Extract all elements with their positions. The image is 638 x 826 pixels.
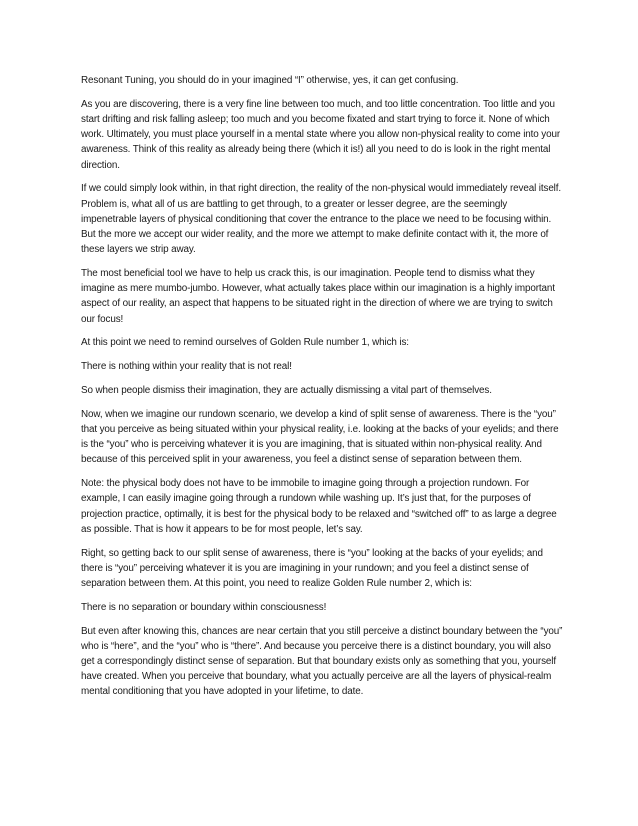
paragraph: As you are discovering, there is a very fine line between too much, and too little concentration. Too little and you start drifting and risk falling asleep; too much and you become fixated and start trying to force it. None of which work. Ultimately, you must place yourself in a mental state where you allow non-physical reality to come into your awareness. Think of this reality as already being there (which it is!) all you need to do is look in the right mental direction. [81,98,561,171]
paragraph: If we could simply look within, in that right direction, the reality of the non-physical would immediately reveal itself. Problem is, what all of us are battling to get through, to a greater or lesser degree, are the seemingly impenetrable layers of physical conditioning that cover the entrance to the place we need to be focusing within. But the more we accept our wider reality, and the more we attempt to make definite contact with it, the more of these layers we strip away. [81,183,562,256]
paragraph: Right, so getting back to our split sense of awareness, there is “you” looking at the backs of your eyelids; and there is “you” perceiving whatever it is you are imagining in your rundown; and you feel a distinct sense of separation between them. At this point, you need to realize Golden Rule number 2, which is: [81,547,543,590]
golden-rule-1: There is nothing within your reality that is not real! [81,361,292,373]
paragraph: So when people dismiss their imagination, they are actually dismissing a vital part of themselves. [81,385,492,397]
paragraph: Resonant Tuning, you should do in your imagined “I” otherwise, yes, it can get confusing. [81,75,459,86]
golden-rule-2: There is no separation or boundary within consciousness! [81,601,327,613]
document-body [81,73,563,700]
paragraph: At this point we need to remind ourselves of Golden Rule number 1, which is: [81,337,409,349]
paragraph: Now, when we imagine our rundown scenario, we develop a kind of split sense of awareness. There is the “you” that you perceive as being situated within your physical reality, i.e. looking at the backs of your eyelids; and there is the “you” who is perceiving whatever it is you are imagining, that is situated within non-physical reality. And because of this perceived split in your awareness, you feel a distinct sense of separation between them. [81,408,559,466]
paragraph: Note: the physical body does not have to be immobile to imagine going through a projection rundown. For example, I can easily imagine going through a rundown while washing up. It’s just that, for the purposes of projection practice, optimally, it is best for the physical body to be relaxed and “switched off” to as large a degree as possible. That is how it appears to be for most people, let’s say. [81,478,557,535]
paragraph: The most beneficial tool we have to help us crack this, is our imagination. People tend to dismiss what they imagine as mere mumbo-jumbo. However, what actually takes place within our imagination is a highly important aspect of our reality, an aspect that happens to be situated right in the direction of where we are trying to switch our focus! [81,268,555,325]
paragraph: But even after knowing this, chances are near certain that you still perceive a distinct boundary between the “you” who is “here”, and the “you” who is “there”. And because you perceive there is a distinct boundary, you will also get a correspondingly distinct sense of separation. But that boundary exists only as something that you, yourself have created. When you perceive that boundary, what you actually perceive are all the layers of physical-realm mental conditioning that you have adopted in your lifetime, to date. [81,625,563,698]
